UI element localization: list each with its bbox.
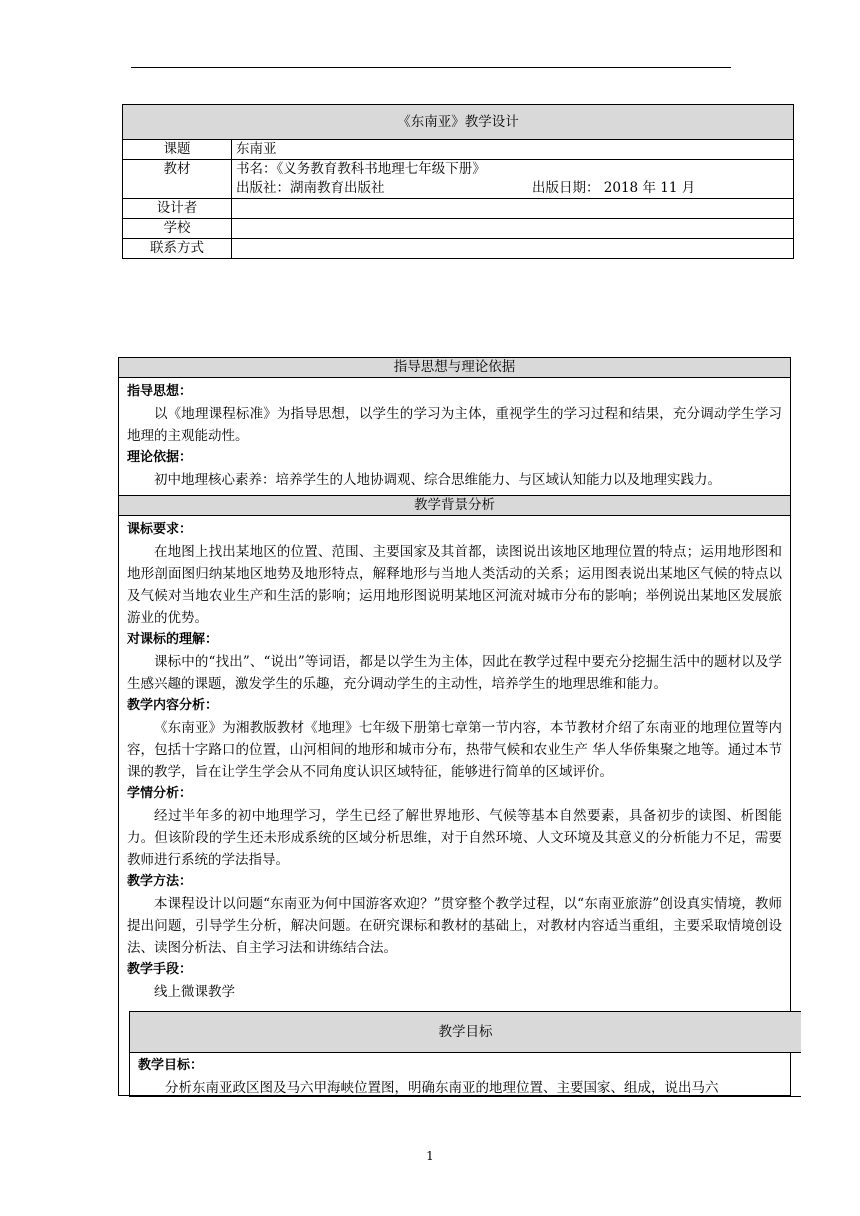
header-rule xyxy=(131,67,731,68)
publisher: 出版社：湖南教育出版社 xyxy=(236,180,385,196)
row-school xyxy=(123,219,794,239)
means-text: 线上微课教学 xyxy=(154,984,235,1000)
goals-text: 分析东南亚政区图及马六甲海峡位置图，明确东南亚的地理位置、主要国家、组成，说出马六 xyxy=(165,1080,719,1096)
row-textbook xyxy=(123,160,794,199)
row-contact xyxy=(123,239,794,259)
designer-label: 设计者 xyxy=(123,199,232,219)
info-title: 《东南亚》教学设计 xyxy=(123,105,794,140)
thought-text: 以《地理课程标准》为指导思想，以学生的学习为主体，重视学生的学习过程和结果，充分调动学生学习地理的主观能动性。 xyxy=(127,406,782,444)
method-text: 本课程设计以问题“东南亚为何中国游客欢迎？”贯穿整个教学过程，以“东南亚旅游”创设真实情境，教师提出问题，引导学生分析，解决问题。在研究课标和教材的基础上，对教材内容适当重组，主要采取情境创设法、读图分析法、自主学习法和讲练结合法。 xyxy=(127,896,782,956)
understand-title: 对课标的理解： xyxy=(127,632,219,647)
topic-value: 东南亚 xyxy=(232,140,794,160)
textbook-label: 教材 xyxy=(123,160,232,199)
content-text: 《东南亚》为湘教版教材《地理》七年级下册第七章第一节内容，本节教材介绍了东南亚的地理位置等内容，包括十字路口的位置，山河相间的地形和城市分布，热带气候和农业生产 华人华侨集聚之地等。通过本节课的教学，旨在让学生学会从不同角度认识区域特征，能够进行简单的区域评价。 xyxy=(127,720,782,780)
background-header: 教学背景分析 xyxy=(119,496,790,516)
contact-label: 联系方式 xyxy=(123,239,232,259)
page-number: 1 xyxy=(426,1149,434,1163)
student-title: 学情分析： xyxy=(127,786,193,801)
designer-value xyxy=(232,199,794,219)
standard-text: 在地图上找出某地区的位置、范围、主要国家及其首都，读图说出该地区地理位置的特点；运用地形图和地形剖面图归纳某地区地势及地形特点，解释地形与当地人类活动的关系；运用图表说出某地区气候的特点以及气候对当地农业生产和生活的影响；运用地形图说明某地区河流对城市分布的影响；举例说出某地区发展旅游业的优势。 xyxy=(127,544,782,626)
goals-title: 教学目标： xyxy=(138,1058,204,1073)
content-title: 教学内容分析： xyxy=(127,698,219,713)
method-title: 教学方法： xyxy=(127,874,193,889)
book-name: 书名：《义务教育教科书地理七年级下册》 xyxy=(236,161,486,177)
theory-text: 初中地理核心素养：培养学生的人地协调观、综合思维能力、与区域认知能力以及地理实践力。 xyxy=(154,472,721,488)
pub-date: 出版日期： 2018 年 11 月 xyxy=(532,180,696,196)
contact-value xyxy=(232,239,794,259)
textbook-value xyxy=(232,160,794,199)
goals-box xyxy=(129,1011,801,1097)
row-designer xyxy=(123,199,794,219)
student-text: 经过半年多的初中地理学习，学生已经了解世界地形、气候等基本自然要素，具备初步的读图、析图能力。但该阶段的学生还未形成系统的区域分析思维，对于自然环境、人文环境及其意义的分析能力不足，需要教师进行系统的学法指导。 xyxy=(127,808,782,868)
row-topic xyxy=(123,140,794,160)
school-label: 学校 xyxy=(123,219,232,239)
guide-header: 指导思想与理论依据 xyxy=(119,358,790,378)
topic-label: 课题 xyxy=(123,140,232,160)
standard-title: 课标要求： xyxy=(127,522,193,537)
theory-title: 理论依据： xyxy=(127,450,193,465)
understand-text: 课标中的“找出”、“说出”等词语，都是以学生为主体，因此在教学过程中要充分挖掘生活中的题材以及学生感兴趣的课题，激发学生的乐趣，充分调动学生的主动性，培养学生的地理思维和能力。 xyxy=(127,654,782,692)
school-value xyxy=(232,219,794,239)
means-title: 教学手段： xyxy=(127,962,193,977)
guide-section xyxy=(118,357,791,496)
info-table xyxy=(122,104,794,259)
publisher-row xyxy=(236,179,789,198)
goals-header: 教学目标 xyxy=(130,1012,801,1053)
thought-title: 指导思想： xyxy=(127,384,193,399)
background-section xyxy=(118,496,791,1096)
